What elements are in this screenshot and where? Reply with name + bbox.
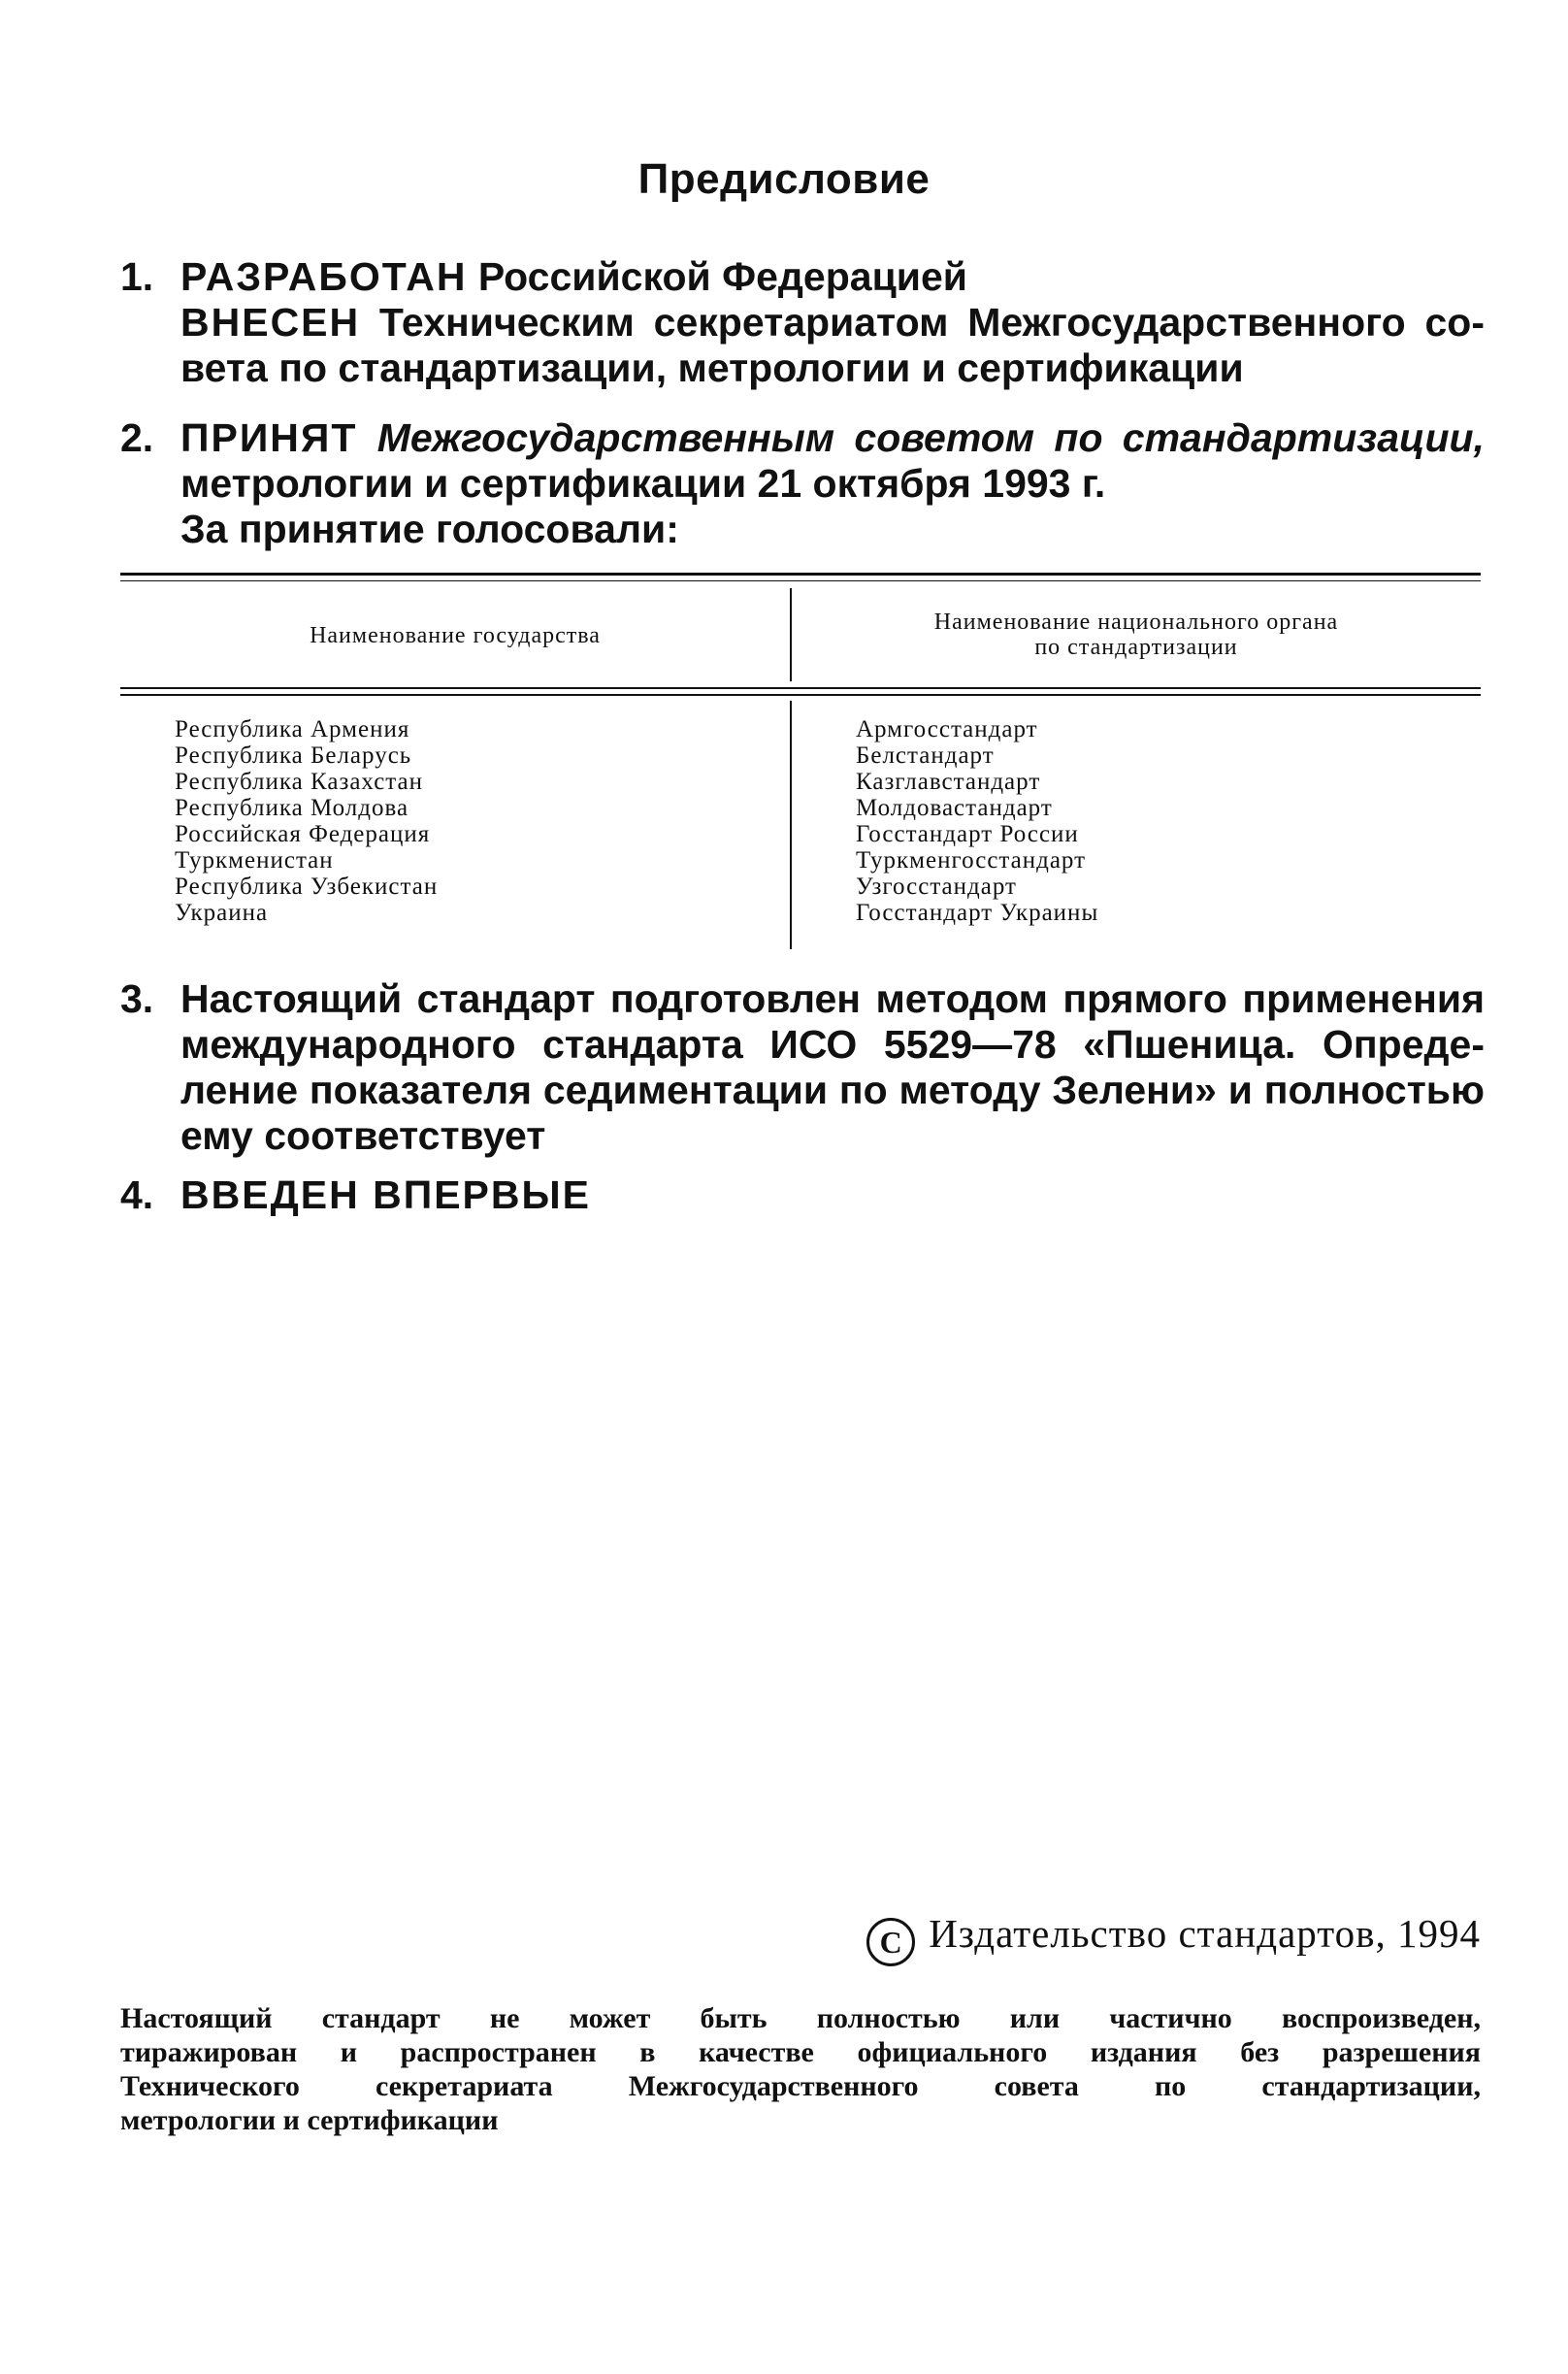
state-cell: Республика Узбекистан: [175, 874, 439, 900]
item-number: 2.: [120, 415, 154, 460]
item-line: международного стандарта ИСО 5529—78 «Пшеница. Опреде-: [180, 1022, 1485, 1067]
copyright-icon: C: [866, 1918, 915, 1966]
copyright-text: Издательство стандартов, 1994: [929, 1911, 1481, 1956]
state-cell: Украина: [175, 900, 269, 926]
organization-cell: Туркменгосстандарт: [856, 847, 1087, 874]
table-rule: [120, 694, 1481, 696]
column-divider: [790, 701, 792, 949]
copyright-line: [757, 1910, 1481, 1966]
item-line: За принятие голосовали:: [180, 507, 679, 551]
reproduction-notice: [120, 2001, 1481, 2137]
state-cell: Республика Армения: [175, 716, 410, 742]
state-cell: Республика Беларусь: [175, 742, 412, 769]
table-rule: [120, 573, 1481, 576]
state-cell: Республика Казахстан: [175, 769, 423, 795]
organization-cell: Госстандарт России: [856, 821, 1079, 847]
state-column: [175, 716, 438, 926]
organization-cell: Узгосстандарт: [856, 874, 1017, 900]
item-line: ПРИНЯТ Межгосударственным советом по стандартизации,: [180, 415, 1485, 460]
item-number: 1.: [120, 254, 154, 299]
item-number: 4.: [120, 1172, 154, 1217]
item-line: метрологии и сертификации 21 октября 1993 г.: [180, 461, 1106, 506]
organization-cell: Госстандарт Украины: [856, 900, 1099, 926]
notice-line: Технического секретариата Межгосударственного совета по стандартизации,: [120, 2070, 1481, 2102]
item-line: ление показателя седиментации по методу Зелени» и полностью: [180, 1068, 1485, 1112]
organization-cell: Армгосстандарт: [856, 716, 1038, 742]
organization-cell: Белстандарт: [856, 742, 995, 769]
page-title: Предисловие: [637, 155, 931, 203]
item-line: вета по стандартизации, метрологии и сертификации: [180, 346, 1244, 390]
state-cell: Республика Молдова: [175, 795, 409, 821]
voting-table: [120, 573, 1481, 951]
notice-line: тиражирован и распространен в качестве официального издания без разрешения: [120, 2036, 1481, 2068]
preface-item-1: [120, 254, 1485, 391]
organization-cell: Казглавстандарт: [856, 769, 1041, 795]
preface-item-4: [120, 1172, 1485, 1218]
state-cell: Российская Федерация: [175, 821, 431, 847]
item-line: ВВЕДЕН ВПЕРВЫЕ: [180, 1172, 591, 1217]
preface-item-2: [120, 415, 1485, 552]
item-line: ВНЕСЕН Техническим секретариатом Межгосударственного со-: [180, 300, 1485, 345]
header-organization: Наименование национального органа по стандартизации: [933, 610, 1339, 660]
item-line: РАЗРАБОТАН Российской Федерацией: [180, 254, 967, 299]
organization-column: [856, 716, 1098, 926]
item-line: ему соответствует: [180, 1113, 546, 1158]
notice-line: Настоящий стандарт не может быть полностью или частично воспроизведен,: [120, 2002, 1481, 2034]
header-state: Наименование государства: [310, 623, 601, 648]
organization-cell: Молдовастандарт: [856, 795, 1053, 821]
table-rule: [120, 580, 1481, 581]
preface-item-3: [120, 976, 1485, 1159]
notice-line: метрологии и сертификации: [120, 2104, 499, 2136]
table-rule: [120, 687, 1481, 689]
item-number: 3.: [120, 976, 154, 1021]
item-line: Настоящий стандарт подготовлен методом прямого применения: [180, 976, 1485, 1021]
state-cell: Туркменистан: [175, 847, 334, 874]
